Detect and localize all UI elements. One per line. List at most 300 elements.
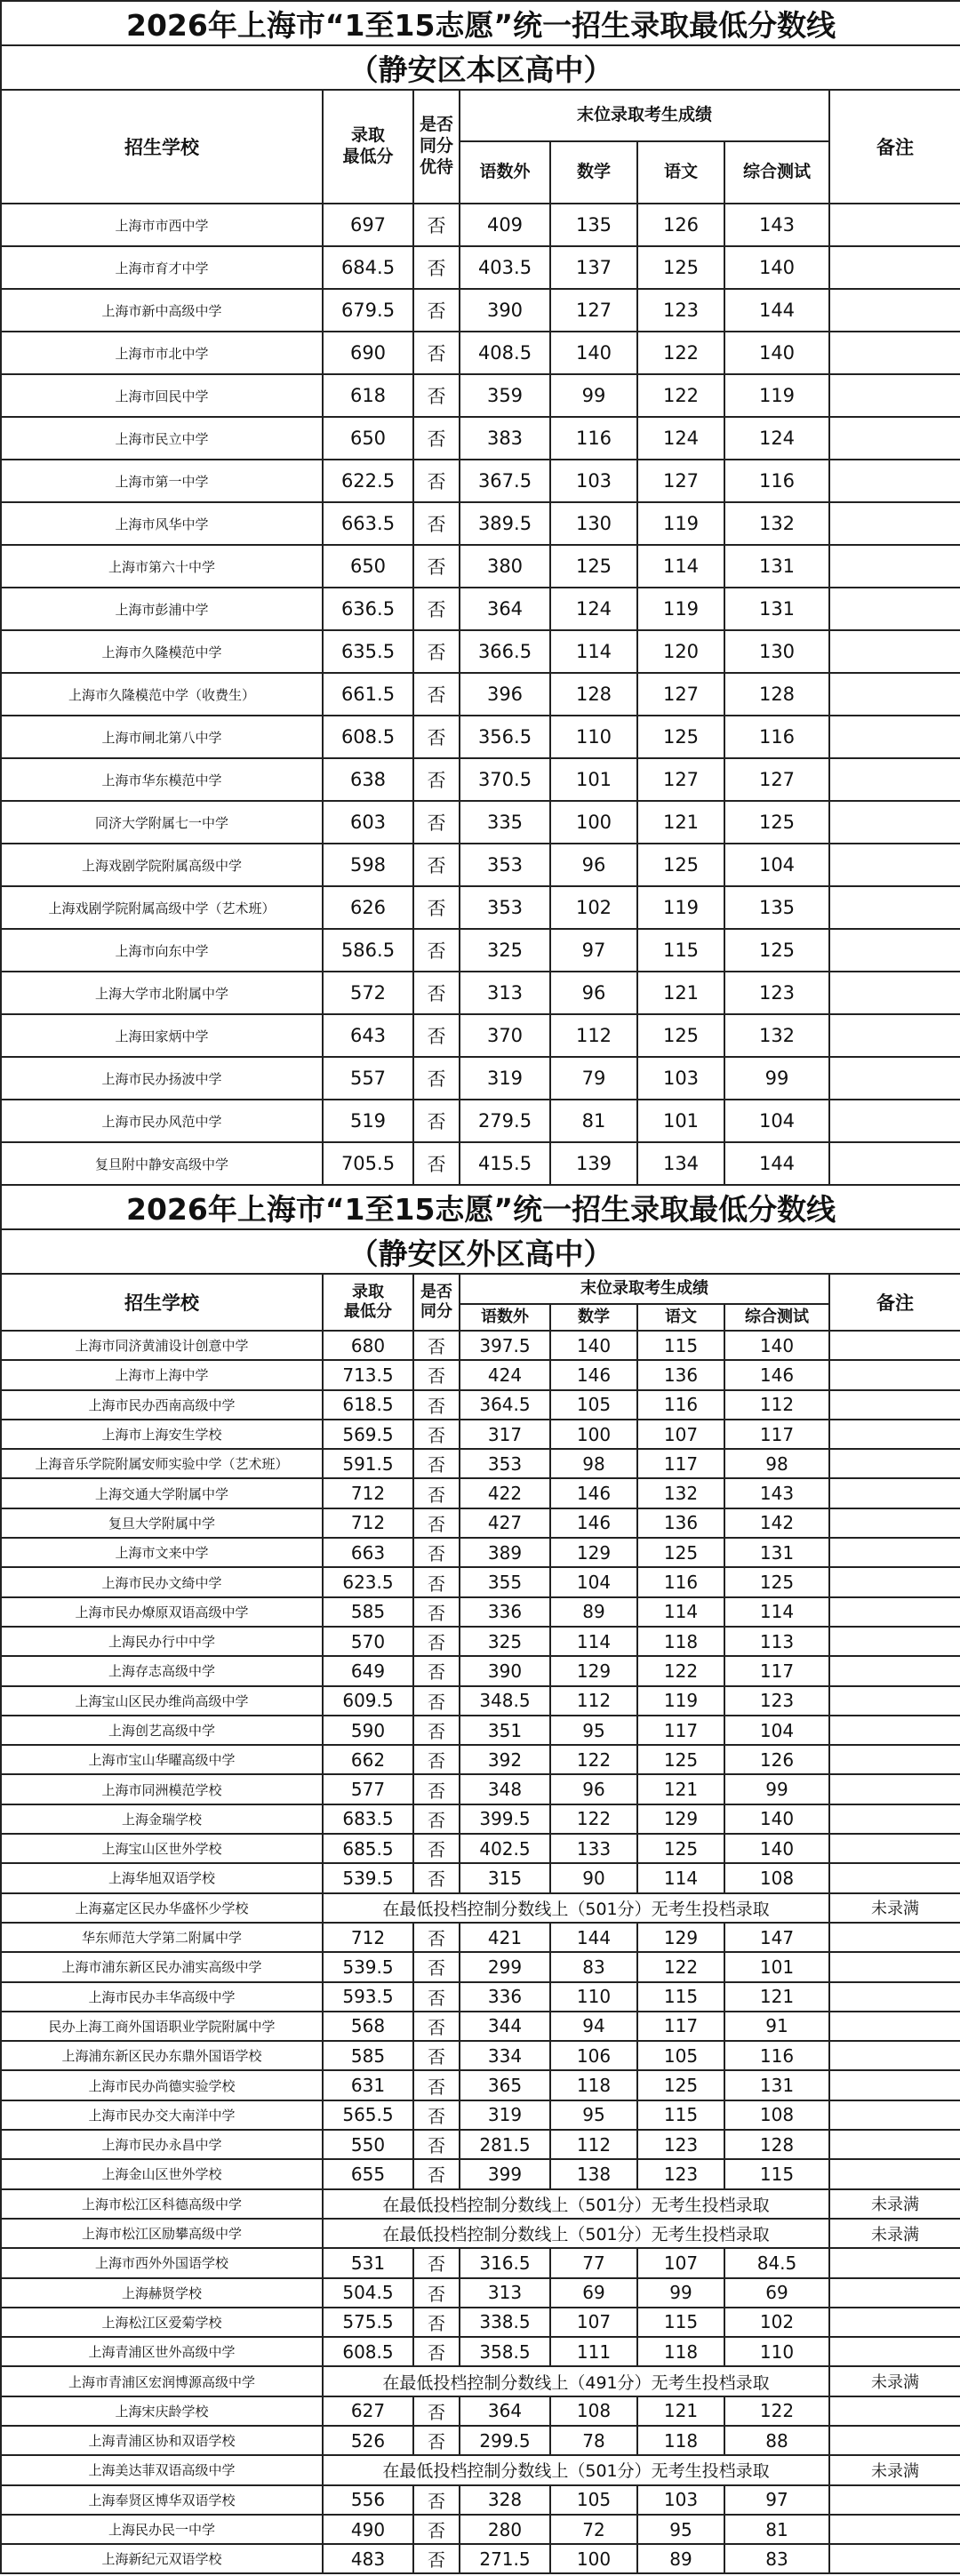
min-score: 712 [323, 1478, 413, 1508]
score-chinese: 121 [637, 972, 724, 1014]
table-row [1, 460, 960, 502]
score-comp: 116 [724, 716, 829, 758]
score-comp: 131 [724, 545, 829, 588]
remark [829, 2426, 960, 2455]
score-ysw: 356.5 [460, 716, 550, 758]
comp-header: 综合测试 [724, 1304, 829, 1331]
school-name: 上海青浦区协和双语学校 [1, 2426, 323, 2455]
score-ysw: 317 [460, 1420, 550, 1449]
remark [829, 2485, 960, 2515]
score-ysw: 334 [460, 2041, 550, 2070]
score-ysw: 389.5 [460, 502, 550, 545]
score-ysw: 383 [460, 417, 550, 460]
score-chinese: 107 [637, 2248, 724, 2277]
remark [829, 2070, 960, 2100]
score-ysw: 280 [460, 2515, 550, 2544]
table-row [1, 1686, 960, 1716]
score-comp: 104 [724, 1716, 829, 1745]
ysw-header: 语数外 [460, 1304, 550, 1331]
remark [829, 1952, 960, 1981]
tie-priority: 否 [413, 545, 460, 588]
table-row [1, 1390, 960, 1420]
min-score: 591.5 [323, 1449, 413, 1478]
score-chinese: 121 [637, 1774, 724, 1804]
remark [829, 2012, 960, 2041]
remark [829, 1100, 960, 1142]
score-math: 108 [550, 2396, 637, 2426]
remark [829, 1627, 960, 1656]
remark [829, 1745, 960, 1774]
score-math: 127 [550, 289, 637, 332]
school-name: 上海市风华中学 [1, 502, 323, 545]
score-ysw: 353 [460, 844, 550, 886]
min-score: 586.5 [323, 929, 413, 972]
school-name: 上海新纪元双语学校 [1, 2544, 323, 2573]
table-row [1, 1834, 960, 1863]
score-comp: 140 [724, 246, 829, 289]
score-comp: 108 [724, 1863, 829, 1892]
score-ysw: 353 [460, 1449, 550, 1478]
min-score: 683.5 [323, 1804, 413, 1834]
tie-priority: 否 [413, 2485, 460, 2515]
score-chinese: 117 [637, 1716, 724, 1745]
score-chinese: 134 [637, 1142, 724, 1185]
score-math: 101 [550, 758, 637, 801]
score-chinese: 123 [637, 2159, 724, 2188]
school-name: 上海松江区爱菊学校 [1, 2308, 323, 2337]
tie-priority: 否 [413, 2337, 460, 2366]
score-chinese: 125 [637, 1014, 724, 1057]
score-ysw: 389 [460, 1538, 550, 1567]
tie-priority: 否 [413, 502, 460, 545]
math-header: 数学 [550, 141, 637, 204]
score-chinese: 115 [637, 929, 724, 972]
score-chinese: 136 [637, 1508, 724, 1538]
min-score: 662 [323, 1745, 413, 1774]
school-name: 上海市浦东新区民办浦实高级中学 [1, 1952, 323, 1981]
tie-priority: 否 [413, 673, 460, 716]
min-score: 609.5 [323, 1686, 413, 1716]
remark [829, 1057, 960, 1100]
table-row [1, 1508, 960, 1538]
score-math: 140 [550, 1331, 637, 1360]
tie-priority: 否 [413, 1834, 460, 1863]
school-name: 复旦附中静安高级中学 [1, 1142, 323, 1185]
score-chinese: 119 [637, 886, 724, 929]
score-math: 144 [550, 1923, 637, 1952]
tie-priority: 否 [413, 1014, 460, 1057]
score-math: 137 [550, 246, 637, 289]
remark [829, 801, 960, 844]
min-score: 622.5 [323, 460, 413, 502]
table-row [1, 929, 960, 972]
score-ysw: 364 [460, 2396, 550, 2426]
table-row [1, 2396, 960, 2426]
score-ysw: 325 [460, 1627, 550, 1656]
score-chinese: 114 [637, 1597, 724, 1627]
min-score: 577 [323, 1774, 413, 1804]
tie-priority: 否 [413, 1508, 460, 1538]
no-admission-note: 在最低投档控制分数线上（491分）无考生投档录取 [323, 2366, 829, 2396]
score-comp: 117 [724, 1420, 829, 1449]
table-row [1, 1863, 960, 1892]
score-math: 111 [550, 2337, 637, 2366]
tie-priority-header: 是否 同分 优待 [413, 90, 460, 204]
table-row [1, 2308, 960, 2337]
tie-priority: 否 [413, 460, 460, 502]
tie-priority: 否 [413, 716, 460, 758]
score-chinese: 129 [637, 1804, 724, 1834]
tie-priority: 否 [413, 844, 460, 886]
remark [829, 2278, 960, 2308]
tie-priority: 否 [413, 2396, 460, 2426]
school-name: 上海市新中高级中学 [1, 289, 323, 332]
table-row [1, 2219, 960, 2248]
remark [829, 1360, 960, 1389]
last-admitted-header: 末位录取考生成绩 [460, 90, 829, 141]
tie-priority: 否 [413, 246, 460, 289]
school-name: 上海市民办燎原双语高级中学 [1, 1597, 323, 1627]
score-math: 97 [550, 929, 637, 972]
tie-priority: 否 [413, 588, 460, 630]
score-ysw: 409 [460, 204, 550, 246]
tie-priority: 否 [413, 929, 460, 972]
tie-priority: 否 [413, 1142, 460, 1185]
score-ysw: 336 [460, 1982, 550, 2012]
score-comp: 81 [724, 2515, 829, 2544]
table-row [1, 246, 960, 289]
tie-priority: 否 [413, 1774, 460, 1804]
min-score: 631 [323, 2070, 413, 2100]
score-chinese: 116 [637, 1390, 724, 1420]
score-math: 112 [550, 1686, 637, 1716]
score-comp: 132 [724, 502, 829, 545]
min-score: 539.5 [323, 1863, 413, 1892]
score-math: 69 [550, 2278, 637, 2308]
score-chinese: 126 [637, 204, 724, 246]
remark [829, 886, 960, 929]
score-chinese: 114 [637, 1863, 724, 1892]
score-chinese: 136 [637, 1360, 724, 1389]
score-comp: 110 [724, 2337, 829, 2366]
table-row [1, 2455, 960, 2484]
school-name: 上海民办行中中学 [1, 1627, 323, 1656]
score-comp: 128 [724, 673, 829, 716]
score-ysw: 399 [460, 2159, 550, 2188]
min-score: 550 [323, 2130, 413, 2159]
tie-priority: 否 [413, 1100, 460, 1142]
tie-priority: 否 [413, 417, 460, 460]
score-math: 72 [550, 2515, 637, 2544]
remark [829, 545, 960, 588]
table-row [1, 2248, 960, 2277]
score-math: 94 [550, 2012, 637, 2041]
min-score: 685.5 [323, 1834, 413, 1863]
score-comp: 124 [724, 417, 829, 460]
score-comp: 135 [724, 886, 829, 929]
remark [829, 758, 960, 801]
score-chinese: 125 [637, 1745, 724, 1774]
score-math: 140 [550, 332, 637, 374]
score-comp: 116 [724, 2041, 829, 2070]
min-score: 519 [323, 1100, 413, 1142]
score-comp: 123 [724, 1686, 829, 1716]
remark: 未录满 [829, 2219, 960, 2248]
section-jingan-other [1, 1185, 960, 2573]
score-chinese: 125 [637, 1834, 724, 1863]
score-ysw: 316.5 [460, 2248, 550, 2277]
score-chinese: 129 [637, 1923, 724, 1952]
min-score: 679.5 [323, 289, 413, 332]
score-comp: 125 [724, 801, 829, 844]
school-name: 上海宝山区民办维尚高级中学 [1, 1686, 323, 1716]
min-score: 623.5 [323, 1567, 413, 1596]
score-math: 96 [550, 844, 637, 886]
score-chinese: 127 [637, 673, 724, 716]
score-math: 100 [550, 801, 637, 844]
score-comp: 101 [724, 1952, 829, 1981]
table-row [1, 972, 960, 1014]
remark [829, 1804, 960, 1834]
score-math: 89 [550, 1597, 637, 1627]
score-chinese: 123 [637, 2130, 724, 2159]
score-ysw: 348.5 [460, 1686, 550, 1716]
score-ysw: 366.5 [460, 630, 550, 673]
tie-priority: 否 [413, 886, 460, 929]
table-row [1, 844, 960, 886]
score-chinese: 118 [637, 1627, 724, 1656]
table-row [1, 588, 960, 630]
score-math: 122 [550, 1745, 637, 1774]
table-row [1, 1716, 960, 1745]
score-math: 96 [550, 1774, 637, 1804]
score-math: 103 [550, 460, 637, 502]
min-score: 661.5 [323, 673, 413, 716]
table-row [1, 2012, 960, 2041]
score-math: 124 [550, 588, 637, 630]
school-name: 上海市育才中学 [1, 246, 323, 289]
score-math: 112 [550, 1014, 637, 1057]
tie-priority: 否 [413, 1686, 460, 1716]
score-chinese: 123 [637, 289, 724, 332]
score-comp: 144 [724, 289, 829, 332]
score-math: 99 [550, 374, 637, 417]
section-jingan-local [1, 1, 960, 1185]
school-name: 上海市松江区励攀高级中学 [1, 2219, 323, 2248]
remark [829, 374, 960, 417]
min-score: 572 [323, 972, 413, 1014]
no-admission-note: 在最低投档控制分数线上（501分）无考生投档录取 [323, 2455, 829, 2484]
min-score: 650 [323, 417, 413, 460]
score-comp: 147 [724, 1923, 829, 1952]
remark [829, 1923, 960, 1952]
score-comp: 140 [724, 332, 829, 374]
tie-priority: 否 [413, 1982, 460, 2012]
school-name: 上海创艺高级中学 [1, 1716, 323, 1745]
score-ysw: 299.5 [460, 2426, 550, 2455]
score-chinese: 115 [637, 2308, 724, 2337]
remark [829, 929, 960, 972]
min-score: 569.5 [323, 1420, 413, 1449]
score-comp: 116 [724, 460, 829, 502]
score-chinese: 89 [637, 2544, 724, 2573]
score-math: 114 [550, 1627, 637, 1656]
table-row [1, 502, 960, 545]
remark [829, 2396, 960, 2426]
min-score: 618 [323, 374, 413, 417]
tie-priority: 否 [413, 289, 460, 332]
score-comp: 125 [724, 1567, 829, 1596]
score-math: 135 [550, 204, 637, 246]
score-chinese: 115 [637, 1982, 724, 2012]
school-name: 复旦大学附属中学 [1, 1508, 323, 1538]
score-comp: 108 [724, 2100, 829, 2130]
score-math: 129 [550, 1656, 637, 1685]
score-ysw: 348 [460, 1774, 550, 1804]
score-ysw: 351 [460, 1716, 550, 1745]
school-name: 上海交通大学附属中学 [1, 1478, 323, 1508]
min-score: 690 [323, 332, 413, 374]
remark [829, 289, 960, 332]
score-chinese: 115 [637, 2100, 724, 2130]
score-math: 146 [550, 1508, 637, 1538]
score-ysw: 408.5 [460, 332, 550, 374]
remark [829, 1142, 960, 1185]
table-row [1, 1331, 960, 1360]
table-row [1, 716, 960, 758]
tie-priority: 否 [413, 1478, 460, 1508]
score-comp: 144 [724, 1142, 829, 1185]
min-score: 568 [323, 2012, 413, 2041]
score-comp: 128 [724, 2130, 829, 2159]
score-chinese: 125 [637, 844, 724, 886]
remark [829, 204, 960, 246]
score-chinese: 125 [637, 246, 724, 289]
score-ysw: 358.5 [460, 2337, 550, 2366]
score-comp: 140 [724, 1804, 829, 1834]
min-score: 590 [323, 1716, 413, 1745]
remark [829, 332, 960, 374]
score-ysw: 325 [460, 929, 550, 972]
score-chinese: 127 [637, 758, 724, 801]
table-row [1, 2278, 960, 2308]
score-comp: 83 [724, 2544, 829, 2573]
remark [829, 673, 960, 716]
score-chinese: 115 [637, 1331, 724, 1360]
tie-priority: 否 [413, 1449, 460, 1478]
school-name: 上海嘉定区民办华盛怀少学校 [1, 1893, 323, 1923]
remark [829, 417, 960, 460]
min-score: 649 [323, 1656, 413, 1685]
score-chinese: 125 [637, 716, 724, 758]
remark [829, 1449, 960, 1478]
min-score: 598 [323, 844, 413, 886]
score-ysw: 299 [460, 1952, 550, 1981]
remark [829, 1774, 960, 1804]
section-title: 2026年上海市“1至15志愿”统一招生录取最低分数线 [1, 1, 960, 45]
score-ysw: 279.5 [460, 1100, 550, 1142]
score-ysw: 271.5 [460, 2544, 550, 2573]
table-row [1, 1478, 960, 1508]
score-math: 138 [550, 2159, 637, 2188]
chinese-header: 语文 [637, 1304, 724, 1331]
table-row [1, 1100, 960, 1142]
remark: 未录满 [829, 2189, 960, 2219]
score-comp: 143 [724, 204, 829, 246]
table-row [1, 2070, 960, 2100]
remark [829, 2130, 960, 2159]
score-math: 122 [550, 1804, 637, 1834]
score-comp: 143 [724, 1478, 829, 1508]
school-name: 上海市上海中学 [1, 1360, 323, 1389]
school-name: 上海奉贤区博华双语学校 [1, 2485, 323, 2515]
table-row [1, 289, 960, 332]
min-score: 608.5 [323, 2337, 413, 2366]
table-row [1, 758, 960, 801]
score-chinese: 122 [637, 374, 724, 417]
score-math: 139 [550, 1142, 637, 1185]
remark [829, 716, 960, 758]
remark [829, 1014, 960, 1057]
table-row [1, 1627, 960, 1656]
remark [829, 2248, 960, 2277]
score-chinese: 118 [637, 2337, 724, 2366]
tie-priority: 否 [413, 1420, 460, 1449]
score-comp: 140 [724, 1331, 829, 1360]
school-name: 上海戏剧学院附属高级中学（艺术班） [1, 886, 323, 929]
school-name: 上海存志高级中学 [1, 1656, 323, 1685]
score-ysw: 370 [460, 1014, 550, 1057]
table-row [1, 2485, 960, 2515]
school-name: 上海市同济黄浦设计创意中学 [1, 1331, 323, 1360]
school-name: 上海市久隆模范中学（收费生） [1, 673, 323, 716]
score-math: 116 [550, 417, 637, 460]
school-name: 上海市华东模范中学 [1, 758, 323, 801]
min-score: 585 [323, 2041, 413, 2070]
school-name: 上海民办民一中学 [1, 2515, 323, 2544]
math-header: 数学 [550, 1304, 637, 1331]
tie-priority: 否 [413, 1597, 460, 1627]
table-row [1, 2130, 960, 2159]
score-math: 90 [550, 1863, 637, 1892]
tie-priority: 否 [413, 2159, 460, 2188]
score-chinese: 116 [637, 1567, 724, 1596]
remark [829, 2041, 960, 2070]
table-row [1, 1057, 960, 1100]
table-row [1, 417, 960, 460]
school-name: 上海市青浦区宏润博源高级中学 [1, 2366, 323, 2396]
score-ysw: 424 [460, 1360, 550, 1389]
remark [829, 460, 960, 502]
score-math: 112 [550, 2130, 637, 2159]
score-comp: 84.5 [724, 2248, 829, 2277]
score-chinese: 121 [637, 801, 724, 844]
score-ysw: 367.5 [460, 460, 550, 502]
remark [829, 844, 960, 886]
school-name: 上海市向东中学 [1, 929, 323, 972]
table-row [1, 1014, 960, 1057]
min-score: 635.5 [323, 630, 413, 673]
score-comp: 114 [724, 1597, 829, 1627]
tie-priority: 否 [413, 2100, 460, 2130]
school-name: 上海市民办文绮中学 [1, 1567, 323, 1596]
remark [829, 1686, 960, 1716]
score-math: 110 [550, 1982, 637, 2012]
score-chinese: 103 [637, 1057, 724, 1100]
no-admission-note: 在最低投档控制分数线上（501分）无考生投档录取 [323, 2189, 829, 2219]
school-name: 上海市民办扬波中学 [1, 1057, 323, 1100]
score-chinese: 95 [637, 2515, 724, 2544]
